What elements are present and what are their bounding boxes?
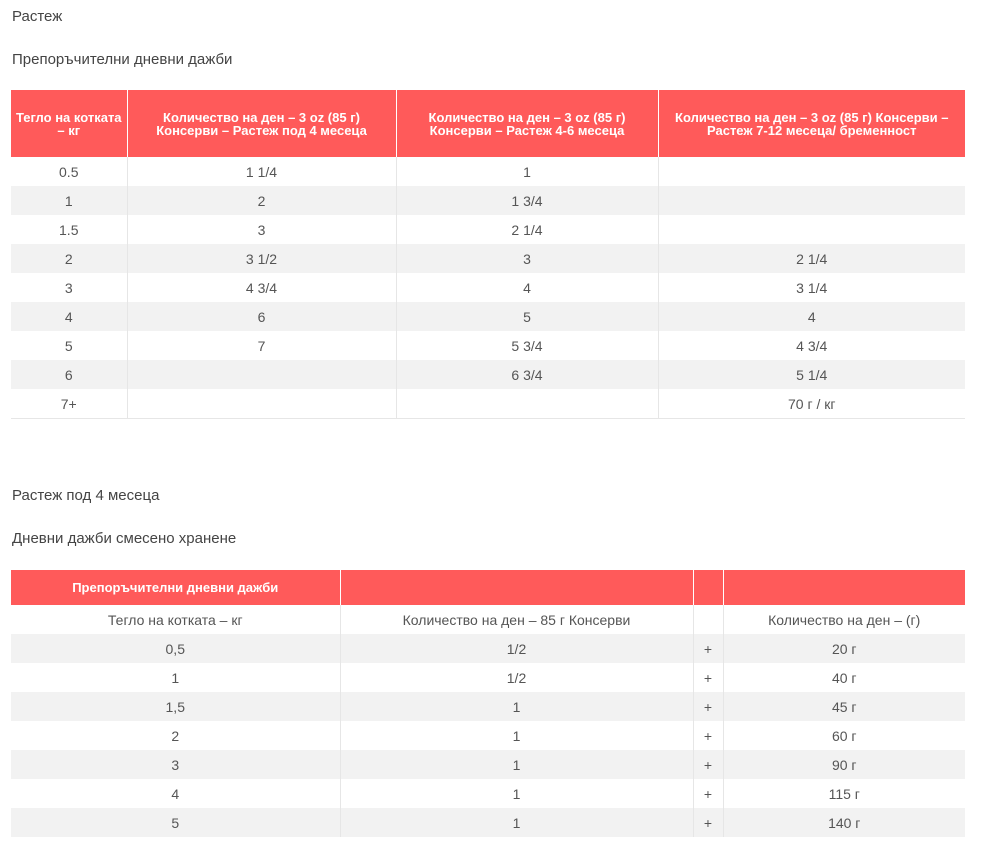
header-cell: Количество на ден – 3 oz (85 г) Консерви – Растеж 7-12 месеца/ бременност bbox=[658, 90, 965, 157]
table-cell: 1 bbox=[340, 692, 693, 721]
table-cell: 5 3/4 bbox=[396, 331, 658, 360]
table-header-row bbox=[11, 90, 965, 157]
table-cell bbox=[658, 157, 965, 186]
header-cell bbox=[340, 570, 693, 605]
table-cell: + bbox=[693, 663, 723, 692]
header-cell bbox=[723, 570, 965, 605]
table-cell: 1 bbox=[396, 157, 658, 186]
table-cell: 1.5 bbox=[11, 215, 127, 244]
table-cell: 1/2 bbox=[340, 634, 693, 663]
header-cell: Препоръчителни дневни дажби bbox=[11, 570, 340, 605]
section-title: Растеж bbox=[12, 8, 63, 25]
table-row bbox=[11, 779, 965, 808]
table-cell: 3 bbox=[11, 750, 340, 779]
table-cell bbox=[396, 389, 658, 419]
feeding-table-mixed bbox=[11, 570, 965, 837]
table-cell: 0,5 bbox=[11, 634, 340, 663]
header-cell: Тегло на котката – кг bbox=[11, 90, 127, 157]
table-cell: 1 1/4 bbox=[127, 157, 396, 186]
table-cell: + bbox=[693, 721, 723, 750]
subheader-cell: Количество на ден – 85 г Консерви bbox=[340, 605, 693, 634]
table-cell: 1 bbox=[340, 779, 693, 808]
table-cell: + bbox=[693, 808, 723, 837]
table-cell bbox=[658, 186, 965, 215]
table-cell: + bbox=[693, 750, 723, 779]
table-cell: 7+ bbox=[11, 389, 127, 419]
table-cell: 1,5 bbox=[11, 692, 340, 721]
section-title: Растеж под 4 месеца bbox=[12, 487, 160, 504]
table-row bbox=[11, 273, 965, 302]
table-cell: 115 г bbox=[723, 779, 965, 808]
table-cell: 5 1/4 bbox=[658, 360, 965, 389]
table-cell: 60 г bbox=[723, 721, 965, 750]
subheader-cell: Тегло на котката – кг bbox=[11, 605, 340, 634]
table-cell: 4 3/4 bbox=[127, 273, 396, 302]
table-row bbox=[11, 215, 965, 244]
table-cell: 2 1/4 bbox=[658, 244, 965, 273]
table-row bbox=[11, 157, 965, 186]
table-row bbox=[11, 663, 965, 692]
table-cell: 4 bbox=[396, 273, 658, 302]
table-cell: 70 г / кг bbox=[658, 389, 965, 419]
table-cell: 4 bbox=[11, 302, 127, 331]
table-cell: 1 3/4 bbox=[396, 186, 658, 215]
table-cell: 5 bbox=[11, 808, 340, 837]
table-row bbox=[11, 721, 965, 750]
table-cell: 1 bbox=[340, 808, 693, 837]
header-cell bbox=[693, 570, 723, 605]
section-subtitle: Препоръчителни дневни дажби bbox=[12, 51, 233, 68]
table-cell: 5 bbox=[11, 331, 127, 360]
table-cell: 3 bbox=[127, 215, 396, 244]
table-body bbox=[11, 605, 965, 837]
table-row bbox=[11, 389, 965, 419]
table-cell: 90 г bbox=[723, 750, 965, 779]
table-cell: 1 bbox=[11, 186, 127, 215]
table-body bbox=[11, 157, 965, 419]
table-cell: 4 bbox=[658, 302, 965, 331]
table-cell: + bbox=[693, 692, 723, 721]
table-subheader-row bbox=[11, 605, 965, 634]
table-cell: 0.5 bbox=[11, 157, 127, 186]
table-cell: 140 г bbox=[723, 808, 965, 837]
table-row bbox=[11, 302, 965, 331]
table-cell: 1/2 bbox=[340, 663, 693, 692]
table-header-row bbox=[11, 570, 965, 605]
table-cell: + bbox=[693, 779, 723, 808]
table-row bbox=[11, 808, 965, 837]
table-cell: 6 3/4 bbox=[396, 360, 658, 389]
table-row bbox=[11, 692, 965, 721]
table-row bbox=[11, 186, 965, 215]
subheader-cell: Количество на ден – (г) bbox=[723, 605, 965, 634]
table-row bbox=[11, 331, 965, 360]
table-cell: 2 bbox=[11, 721, 340, 750]
table-cell: 1 bbox=[11, 663, 340, 692]
header-cell: Количество на ден – 3 oz (85 г) Консерви – Растеж под 4 месеца bbox=[127, 90, 396, 157]
table-cell: + bbox=[693, 634, 723, 663]
table-cell: 6 bbox=[11, 360, 127, 389]
table-row bbox=[11, 634, 965, 663]
section-subtitle: Дневни дажби смесено хранене bbox=[12, 530, 237, 547]
table-cell: 1 bbox=[340, 750, 693, 779]
table-cell: 3 bbox=[396, 244, 658, 273]
table-cell: 5 bbox=[396, 302, 658, 331]
table-cell bbox=[127, 360, 396, 389]
table-row bbox=[11, 244, 965, 273]
table-cell: 4 3/4 bbox=[796, 337, 828, 354]
table-cell bbox=[127, 389, 396, 419]
table-row bbox=[11, 360, 965, 389]
feeding-table-growth bbox=[11, 90, 965, 419]
table-row bbox=[11, 750, 965, 779]
table-cell: 3 1/2 bbox=[127, 244, 396, 273]
header-cell: Количество на ден – 3 oz (85 г) Консерви – Растеж 4-6 месеца bbox=[396, 90, 658, 157]
table-cell: 2 1/4 bbox=[396, 215, 658, 244]
table-cell: 40 г bbox=[723, 663, 965, 692]
table-cell bbox=[658, 215, 965, 244]
table-cell: 3 bbox=[11, 273, 127, 302]
subheader-cell bbox=[693, 605, 723, 634]
table-cell: 7 bbox=[127, 331, 396, 360]
table-cell: 4 bbox=[11, 779, 340, 808]
table-cell: 1 bbox=[340, 721, 693, 750]
table-cell: 20 г bbox=[723, 634, 965, 663]
table-cell: 2 bbox=[11, 244, 127, 273]
table-cell: 2 bbox=[127, 186, 396, 215]
table-cell: 45 г bbox=[723, 692, 965, 721]
table-cell: 6 bbox=[127, 302, 396, 331]
table-cell: 3 1/4 bbox=[796, 279, 828, 296]
